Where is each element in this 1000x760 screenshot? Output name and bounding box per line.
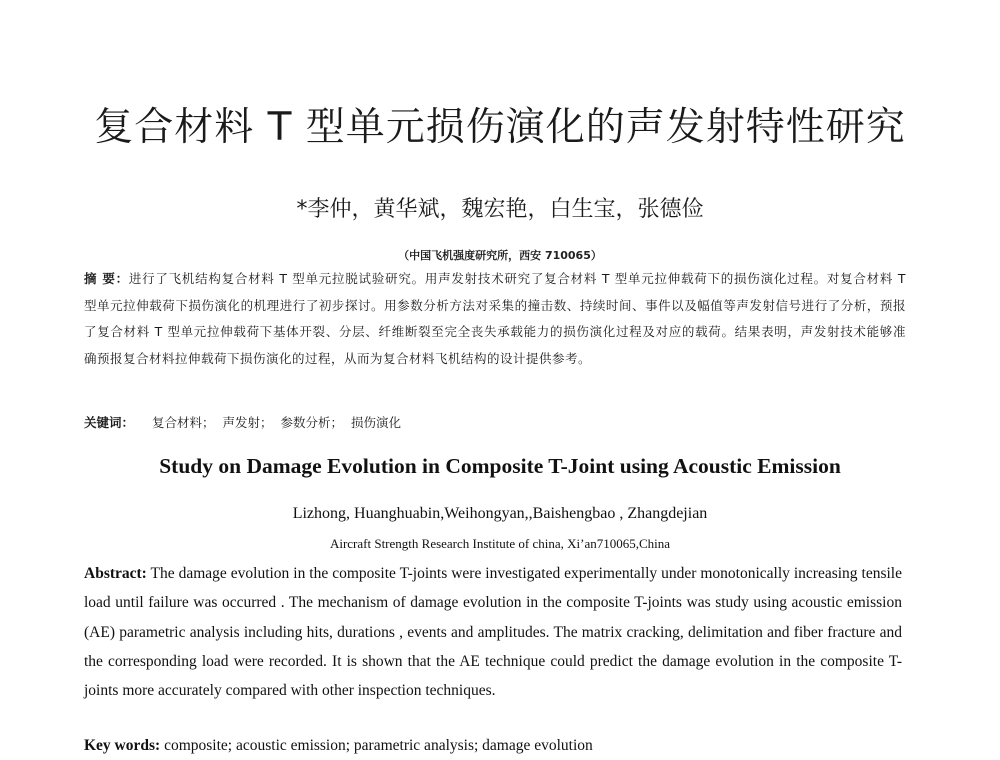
chinese-keyword: 参数分析； [280, 415, 344, 430]
chinese-keywords [84, 413, 906, 431]
chinese-abstract [84, 266, 906, 372]
english-abstract-text: The damage evolution in the composite T-joints were investigated experimentally under monotonically increasing tensile load until failure was occurred . The mechanism of damage evolution in the composite T-joints was study using acoustic emission (AE) parametric analysis including hits, durations , events and amplitudes. The matrix cracking, delimitation and fiber fracture and the corresponding load were recorded. It is shown that the AE technique could predict the damage evolution in the composite T-joints more accurately compared with other inspection techniques. [84, 565, 902, 700]
chinese-affiliation: （中国飞机强度研究所，西安 710065） [398, 249, 602, 262]
english-keywords-text: composite; acoustic emission; parametric analysis; damage evolution [164, 737, 593, 754]
chinese-keyword: 复合材料； [152, 415, 215, 430]
chinese-abstract-label: 摘 要： [84, 271, 129, 286]
english-affiliation: Aircraft Strength Research Institute of china, Xi’an710065,China [329, 536, 671, 551]
english-abstract-label: Abstract: [84, 565, 147, 582]
english-abstract [84, 559, 902, 705]
english-keywords-label: Key words: [84, 737, 161, 754]
english-keywords [84, 737, 906, 755]
chinese-keyword: 损伤演化 [351, 415, 402, 430]
english-title: Study on Damage Evolution in Composite T-Joint using Acoustic Emission [159, 454, 841, 478]
chinese-authors: *李仲，黄华斌，魏宏艳，白生宝，张德俭 [296, 197, 704, 222]
chinese-keyword: 声发射； [222, 415, 273, 430]
chinese-abstract-text: 进行了飞机结构复合材料 T 型单元拉脱试验研究。用声发射技术研究了复合材料 T 型单元拉伸载荷下的损伤演化过程。对复合材料 T 型单元拉伸载荷下损伤演化的机理进行了初步探讨。用参数分析方法对采集的撞击数、持续时间、事件以及幅值等声发射信号进行了分析，预报了复合材料 T 型单元拉伸载荷下基体开裂、分层、纤维断裂至完全丧失承载能力的损伤演化过程及对应的载荷。结果表明，声发射技术能够准确预报复合材料拉伸载荷下损伤演化的过程，从而为复合材料飞机结构的设计提供参考。 [84, 271, 906, 366]
english-authors: Lizhong, Huanghuabin,Weihongyan,,Baishengbao , Zhangdejian [292, 505, 708, 522]
chinese-title: 复合材料 T 型单元损伤演化的声发射特性研究 [94, 105, 906, 150]
chinese-keywords-label: 关键词： [84, 415, 135, 430]
